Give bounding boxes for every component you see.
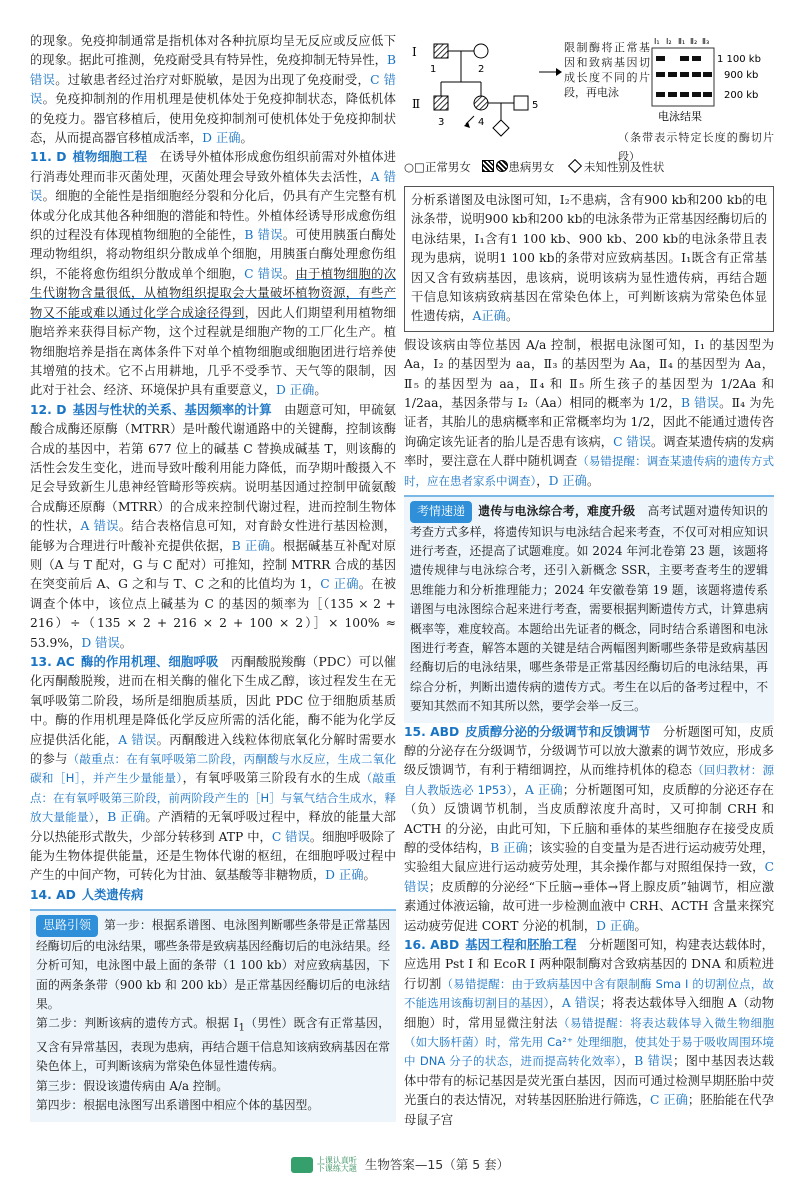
- answer-q11: 11. D 植物细胞工程 在诱导外植体形成愈伤组织前需对外植体进行消毒处理而非灭菌处理，灭菌处理会导致外植体失去活性，A 错误。细胞的全能性是指细胞经分裂和分化后，仍具有产生完整有机体或分化成其他各种细胞的潜能和特性。外植体经诱导形成愈伤组织的过程没有体现植物细胞的全能性，B 错误。可使用胰蛋白酶处理动物组织，将动物组织分散成单个细胞，用胰蛋白酶处理愈伤组织，不能将愈伤组织分散成单个细胞，C 错误。由于植物细胞的次生代谢物含量很低，从植物组织提取会大量破坏植物资源，有些产物又不能或难以通过化学合成途径得到，因此人们期望利用植物细胞培养来获得目标产物，这个过程就是细胞产物的工厂化生产。植物细胞培养是指在离体条件下对单个植物细胞或细胞团进行培养使其增殖的技术。它不占用耕地，几乎不受季节、天气等的限制，因此对于社会、经济、环境保护具有重要意义，D 正确。: [30, 150, 396, 398]
- gel-note: （条带表示特定长度的酶切片段）: [618, 131, 774, 164]
- right-column: [404, 32, 774, 1130]
- pedigree-unknown-child: [493, 120, 509, 136]
- legend-diamond-icon: [568, 159, 582, 173]
- paragraph-q10-tail: 的现象。免疫抑制通常是指机体对各种抗原均呈无反应或反应低下的现象。据此可推测，免疫耐受具有特异性，免疫抑制无特异性，B 错误。过敏患者经过治疗对虾脱敏，是因为出现了免疫耐受，C 错误。免疫抑制剂的作用机理是使机体处于免疫抑制状态，降低机体的免疫力。器官移植后，使用免疫抑制剂可使机体处于免疫抑制状态，从而提高器官移植成活率，D 正确。: [30, 34, 396, 146]
- answer-q12: 12. D 基因与性状的关系、基因频率的计算 由题意可知，甲硫氨酸合成酶还原酶（MTRR）是叶酸代谢通路中的关键酶，控制该酶合成的基因中，若第 677 位上的碱基 C 替换成碱基 T，则该酶的活性会发生变化，进而导致叶酸利用能力降低，而孕期叶酸摄入不足会导致新生儿患神经管畸形等疾病。说明基因通过控制甲硫氨酸合成酶还原酶（MTRR）的合成来控制代谢过程，进而控制生物体的性状，A 错误。结合表格信息可知，对育龄女性进行基因检测，能够为合理进行叶酸补充提供依据，B 正确。根据碱基互补配对原则（A 与 T 配对，G 与 C 配对）可推知，控制 MTRR 合成的基因在突变前后 A、G 之和与 T、C 之和的比值均为 1，C 正确。在被调查个体中，该位点上碱基为 C 的基因的频率为［（135 × 2 + 216）÷（135 × 2 + 216 × 2 + 100 × 2）］× 100% ≈ 53.9%，D 错误。: [30, 402, 396, 650]
- gel-col-3: Ⅱ₁: [678, 37, 686, 46]
- pedigree-ii4-affected-female: [474, 96, 488, 110]
- pedigree-ii5-normal-male: [514, 96, 528, 110]
- gel-size-1100: 1 100 kb: [717, 54, 761, 65]
- pedigree-num-4: 4: [478, 117, 485, 128]
- answer-q15: 15. ABD 皮质醇分泌的分级调节和反馈调节 分析题图可知，皮质醇的分泌存在分级调节，分级调节可以放大激素的调节效应，形成多级反馈调节，有利于精细调控，从而维持机体的稳态（回归教材：源自人教版选必 1P53），A 正确；分析题图可知，皮质醇的分泌还存在（负）反馈调节机制，当皮质醇浓度升高时，又可抑制 CRH 和 ACTH 的分泌，由此可知，下丘脑和垂体的某些细胞存在接受皮质醇的受体结构，B 正确；该实验的自变量为是否进行运动疲劳处理，实验组大鼠应进行运动疲劳处理，其余操作都与对照组保持一致，C 错误；皮质醇的分泌经“下丘脑→垂体→肾上腺皮质”轴调节，相应激素通过体液运输，故可进一步检测血液中 CRH、ACTH 含量来探究运动疲劳促进 CORT 分泌的机制，D 正确。: [404, 724, 774, 933]
- page-footer: [0, 1155, 800, 1174]
- generation-ii-label: Ⅱ: [412, 97, 421, 111]
- gel-size-900: 900 kb: [724, 70, 759, 81]
- pedigree-num-2: 2: [478, 64, 485, 75]
- pedigree-num-5: 5: [532, 100, 539, 111]
- answer-q16: 16. ABD 基因工程和胚胎工程 分析题图可知，构建表达载体时，应选用 Pst Ⅰ 和 EcoR Ⅰ 两种限制酶对含致病基因的 DNA 和质粒进行切割（易错提醒：由于致病基因中含有限制酶 Sma Ⅰ 的切割位点，故不能选用该酶切割目的基因），A 错误；将表达载体导入细胞 A（动物细胞）时，常用显微注射法（易错提醒：将表达载体导入微生物细胞（如大肠杆菌）时，常先用 Ca²⁺ 处理细胞，使其处于易于吸收周围环境中 DNA 分子的状态，进而提高转化效率），B 错误；图中基因表达载体中带有的标记基因是荧光蛋白基因，因而可通过检测早期胚胎中荧光蛋白的表达情况，对转基因胚胎进行筛选，C 正确；胚胎能在代孕母鼠子宫: [404, 938, 775, 1127]
- gel-col-4: Ⅱ₂: [690, 37, 698, 46]
- pedigree-and-gel-figure: [404, 32, 774, 182]
- analysis-box: 分析系谱图及电泳图可知，Ⅰ₂不患病，含有900 kb和200 kb的电泳条带，说明900 kb和200 kb的电泳条带为正常基因经酶切后的电泳结果，Ⅰ₁含有1 100 kb、900 kb、200 kb的电泳条带且表现为患病，说明1 100 kb的条带对应致病基因。Ⅰ₁既含有正常基因又含有致病基因，患该病，说明该病为显性遗传病，再结合题干信息知该病致病基因在常染色体上，可判断该病为常染色体显性遗传病，A正确。: [404, 186, 774, 332]
- pedigree-i2-normal-female: [474, 44, 488, 58]
- thinking-guide-box: 思路引领 第一步：根据系谱图、电泳图判断哪些条带是正常基因经酶切后的电泳结果，哪些条带是致病基因经酶切后的电泳结果。经分析可知，电泳图中最上面的条带（1 100 kb）对应致病基因，下面的两条条带（900 kb 和 200 kb）是正常基因经酶切后的电泳结果。 第二步：判断该病的遗传方式。根据 $Ⅰ_1$（男性）既含有正常基因，又含有异常基因，表现为患病，再结合题干信息知该病致病基因在常染色体上，可判断该病为常染色体显性遗传病。 第三步：假设该遗传病由 A/a 控制。 第四步：根据电泳图写出系谱图中相应个体的基因型。: [30, 909, 396, 1121]
- pedigree-i1-affected-male: [434, 44, 448, 58]
- answer-q14-continued: 假设该病由等位基因 A/a 控制，根据电泳图可知，Ⅰ₁ 的基因型为 Aa，Ⅰ₂ 的基因型为 aa，Ⅱ₃ 的基因型为 Aa，Ⅱ₄ 的基因型为 Aa，Ⅱ₅ 的基因型为 aa，Ⅱ₄ 和 Ⅱ₅ 所生孩子的基因型为 1/2Aa 和 1/2aa，基因条带与 Ⅰ₂（Aa）相同的概率为 1/2，B 错误。Ⅱ₄ 为先证者，其胎儿的患病概率和正常概率均为 1/2，因此不能通过遗传咨询确定该先证者的胎儿是否患有该病，C 错误。调查某遗传病的发病率时，要注意在人群中随机调查（易错提醒：调查某遗传病的遗传方式时，应在患者家系中调查），D 正确。: [404, 337, 775, 488]
- left-column: [30, 32, 396, 1122]
- thinking-guide-title: 思路引领: [36, 915, 98, 936]
- exam-trend-title: 考情速递: [410, 501, 472, 522]
- exam-trend-box: 考情速递 遗传与电泳综合考，难度升级 高考试题对遗传知识的考查方式多样，将遗传知识与电泳结合起来考查，不仅可对相应知识进行考查，还提高了试题难度。如 2024 年河北卷第 23 题，该题将遗传规律与电泳综合考，还引入新概念 SSR，主要考查考生的逻辑思维能力和分析推理能力；2024 年安徽卷第 19 题，该题将遗传系谱图与电泳图综合起来进行考查，需要根据判断遗传方式，计算患病概率等，难度较高。本题给出先证者的概念，同时结合系谱图和电泳图进行考查，解答本题的关键是结合两幅图判断哪些条带是致病基因经酶切后的电泳结果，哪些条带是正常基因经酶切后的电泳结果，再综合分析，判断出遗传病的遗传方式。考生在以后的备考过程中，不要知其然而不知其所以然，要学会举一反三。: [404, 495, 774, 722]
- gel-col-2: Ⅰ₂: [666, 37, 672, 46]
- legend-hatched-circle-icon: [496, 160, 508, 172]
- gel-caption: 电泳结果: [658, 110, 702, 123]
- answer-q13: 13. AC 酶的作用机理、细胞呼吸 丙酮酸脱羧酶（PDC）可以催化丙酮酸脱羧，进而在相关酶的催化下生成乙醇，该过程发生在无氧呼吸第二阶段，场所是细胞质基质，因此 PDC 位于细胞质基质中。酶的作用机理是降低化学反应所需的活化能，酶不能为化学反应提供活化能，A 错误。丙酮酸进入线粒体彻底氧化分解时需要水的参与（敲重点：在有氧呼吸第二阶段，丙酮酸与水反应，生成二氧化碳和［H］，并产生少量能量），有氧呼吸第三阶段有水的生成（敲重点：在有氧呼吸第三阶段，前两阶段产生的［H］与氧气结合生成水，释放大量能量），B 正确。产酒精的无氧呼吸过程中，释放的能量大部分以热能形式散失，少部分转移到 ATP 中，C 错误。细胞呼吸除了能为生物体提供能量，还是生物体代谢的枢纽，在细胞呼吸过程中产生的中间产物，可转化为甘油、氨基酸等非糖物质，D 正确。: [30, 655, 396, 883]
- pedigree-num-1: 1: [430, 64, 437, 75]
- pedigree-num-3: 3: [438, 117, 445, 128]
- gel-procedure-text: 限制酶将正常基因和致病基因切成长度不同的片段，再电泳: [564, 41, 650, 99]
- pedigree-legend: ○□正常男女 患病男女 未知性别及性状: [404, 160, 665, 174]
- gel-col-1: Ⅰ₁: [654, 37, 660, 46]
- pedigree-ii3-affected-male: [434, 96, 448, 110]
- page-number: 生物答案—15（第 5 套）: [364, 1156, 510, 1172]
- answer-q14-head: 14. AD 人类遗传病: [30, 887, 144, 902]
- brand-slogan: 上课认真听 下课练大题: [316, 1156, 357, 1173]
- legend-hatched-icon: [482, 160, 494, 172]
- gel-col-5: Ⅱ₃: [702, 37, 710, 46]
- brand-logo-icon: [291, 1157, 313, 1173]
- gel-size-200: 200 kb: [724, 90, 759, 101]
- generation-i-label: Ⅰ: [412, 45, 417, 59]
